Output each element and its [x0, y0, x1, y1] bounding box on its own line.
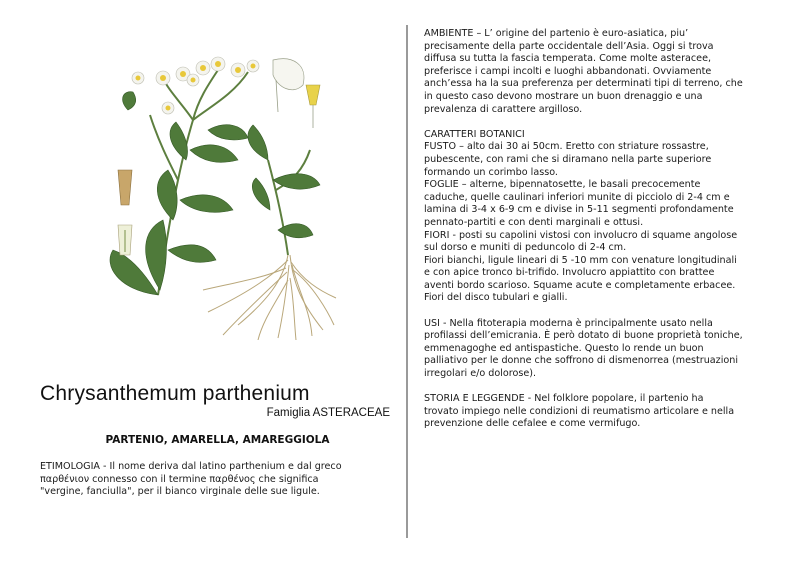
fiori-section — [424, 230, 779, 306]
text-line: e con apice tronco bi-trifido. Involucro appiattito con brattee — [424, 267, 715, 279]
text-line: precisamente della parte occidentale dell’Asia. Oggi si trova — [424, 40, 714, 52]
text-line: pennato-partiti e con denti marginali e ottusi. — [424, 216, 644, 228]
text-line: Fiori del disco tubulari e gialli. — [424, 292, 568, 304]
storia-section — [424, 393, 779, 431]
text-line: USI - Nella fitoterapia moderna è principalmente usato nella — [424, 317, 713, 329]
text-line: FUSTO – alto dai 30 ai 50cm. Eretto con striature rossastre, — [424, 141, 709, 153]
text-line: palliativo per le donne che soffrono di dismenorrea (mestruazioni — [424, 355, 738, 367]
text-line: FOGLIE – alterne, bipennatosette, le basali precocemente — [424, 179, 701, 191]
text-line: παρθένιον connesso con il termine παρθένος che significa — [40, 473, 319, 485]
column-divider — [406, 25, 408, 538]
text-line: preferisce i campi incolti e luoghi abbandonati. Ovviamente — [424, 65, 712, 77]
right-column — [424, 28, 779, 431]
text-line: STORIA E LEGGENDE - Nel folklore popolare, il partenio ha — [424, 393, 704, 405]
text-line: AMBIENTE – L’ origine del partenio è euro-asiatica, piu’ — [424, 28, 689, 39]
text-line: irregolari e/o dolorose). — [424, 368, 537, 380]
ambiente-section — [424, 28, 779, 116]
text-line: "vergine, fanciulla", per il bianco virginale delle sue ligule. — [40, 486, 320, 498]
etimologia-section — [40, 461, 400, 499]
family-name: Famiglia ASTERACEAE — [266, 407, 390, 419]
text-line: FIORI - posti su capolini vistosi con involucro di squame angolose — [424, 229, 738, 241]
foglie-section — [424, 179, 779, 229]
roots-drawing — [203, 255, 336, 340]
text-line: profilassi dell’emicrania. È però dotato di buone proprietà toniche, — [424, 330, 743, 342]
spacer — [424, 305, 779, 318]
text-line: anch’essa ha la sua preferenza per determinati tipi di terreno, che — [424, 78, 743, 90]
text-line: emmenagoghe ed antispastiche. Questo lo rende un buon — [424, 342, 704, 354]
text-line: pubescente, con rami che si diramano nella parte superiore — [424, 153, 712, 165]
spacer — [424, 381, 779, 394]
text-line: diffusa su tutta la fascia temperata. Come molte asteracee, — [424, 53, 712, 65]
scientific-name: Chrysanthemum parthenium — [40, 382, 310, 405]
text-line: lamina di 3-4 x 6-9 cm e divise in 5-11 segmenti profondamente — [424, 204, 734, 216]
text-line: Fiori bianchi, ligule lineari di 5 -10 mm con venature longitudinali — [424, 254, 737, 266]
caratteri-heading: CARATTERI BOTANICI — [424, 128, 525, 140]
common-names: PARTENIO, AMARELLA, AMAREGGIOLA — [105, 434, 330, 446]
spacer — [424, 116, 779, 129]
plant-illustration — [98, 50, 338, 340]
text-line: ETIMOLOGIA - Il nome deriva dal latino parthenium e dal greco — [40, 461, 342, 472]
leaves-drawing — [110, 92, 320, 295]
text-line: aventi bordo scarioso. Squame acute e completamente erbacee. — [424, 279, 736, 291]
text-line: caduche, quelle caulinari inferiori munite di picciolo di 2-4 cm e — [424, 191, 730, 203]
text-line: prevalenza di carattere argilloso. — [424, 103, 583, 115]
text-line: sul dorso e muniti di peduncolo di 2-4 cm. — [424, 242, 627, 254]
text-line: trovato impiego nelle condizioni di reumatismo articolare e nella — [424, 405, 735, 417]
text-line: formando un corimbo lasso. — [424, 166, 558, 178]
fusto-section — [424, 141, 779, 179]
text-line: prevenzione delle cefalee e come vermifugo. — [424, 418, 641, 430]
usi-section — [424, 318, 779, 381]
text-line: in questo caso devono mostrare un buon drenaggio e una — [424, 90, 703, 102]
flowers-drawing — [132, 57, 259, 114]
